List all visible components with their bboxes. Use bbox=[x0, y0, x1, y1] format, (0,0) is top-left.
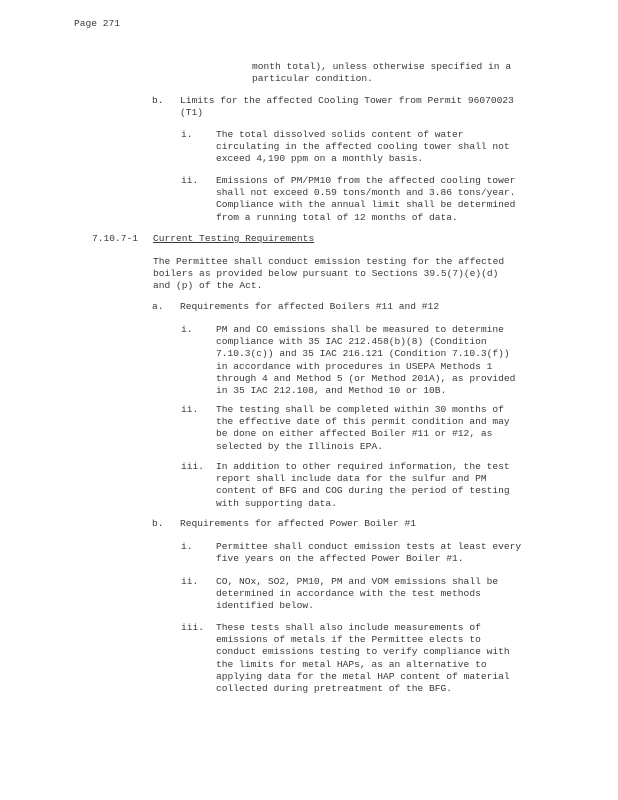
section-intro: The Permittee shall conduct emission testing for the affected boilers as provided below pursuant to Sections 39.5(7)(e)(d) and (p) of the Act. bbox=[153, 256, 505, 292]
item-b2-iii-text: These tests shall also include measurements of emissions of metals if the Permittee elects to conduct emissions testing to verify compliance with the limits for metal HAPs, as an alternative to applying data for the metal HAP content of material collected during pretreatment of the BFG. bbox=[216, 622, 510, 695]
item-b2-text: Requirements for affected Power Boiler #1 bbox=[180, 518, 417, 529]
item-a-ii-label: ii. bbox=[181, 404, 199, 415]
item-b2-i-text: Permittee shall conduct emission tests at least every five years on the affected Power Boiler #1. bbox=[216, 541, 522, 565]
item-b-i-label: i. bbox=[181, 129, 193, 140]
item-b2-iii-label: iii. bbox=[181, 622, 205, 633]
item-a-iii-label: iii. bbox=[181, 461, 205, 472]
item-a-label: a. bbox=[152, 301, 164, 312]
item-b-label: b. bbox=[152, 95, 164, 106]
item-b-text: Limits for the affected Cooling Tower from Permit 96070023 (T1) bbox=[180, 95, 514, 119]
section-title: Current Testing Requirements bbox=[153, 233, 315, 244]
continued-text: month total), unless otherwise specified in a particular condition. bbox=[252, 61, 512, 85]
item-b2-label: b. bbox=[152, 518, 164, 529]
item-a-i-text: PM and CO emissions shall be measured to determine compliance with 35 IAC 212.458(b)(8) (Condition 7.10.3(c)) and 35 IAC 216.121 (Condition 7.10.3(f)) in accordance with procedures in USEPA Methods 1 through 4 and Method 5 (or Method 201A), as provided in 35 IAC 212.108, and Method 10 or 10B. bbox=[216, 324, 516, 397]
item-a-ii-text: The testing shall be completed within 30 months of the effective date of this permit condition and may be done on either affected Boiler #11 or #12, as selected by the Illinois EPA. bbox=[216, 404, 510, 452]
item-a-iii-text: In addition to other required information, the test report shall include data for the sulfur and PM content of BFG and COG during the period of testing with supporting data. bbox=[216, 461, 510, 509]
item-b2-i-label: i. bbox=[181, 541, 193, 552]
item-a-i-label: i. bbox=[181, 324, 193, 335]
item-b-i-text: The total dissolved solids content of water circulating in the affected cooling tower shall not exceed 4,190 ppm on a monthly basis. bbox=[216, 129, 510, 165]
item-b-ii-label: ii. bbox=[181, 175, 199, 186]
section-number: 7.10.7-1 bbox=[92, 233, 139, 244]
item-b-ii-text: Emissions of PM/PM10 from the affected cooling tower shall not exceed 0.59 tons/month and 3.86 tons/year. Compliance with the annual limit shall be determined from a running total of 12 months of data. bbox=[216, 175, 516, 223]
page-number: Page 271 bbox=[74, 18, 121, 29]
item-b2-ii-text: CO, NOx, SO2, PM10, PM and VOM emissions shall be determined in accordance with the test methods identified below. bbox=[216, 576, 499, 612]
item-b2-ii-label: ii. bbox=[181, 576, 199, 587]
item-a-text: Requirements for affected Boilers #11 and #12 bbox=[180, 301, 440, 312]
